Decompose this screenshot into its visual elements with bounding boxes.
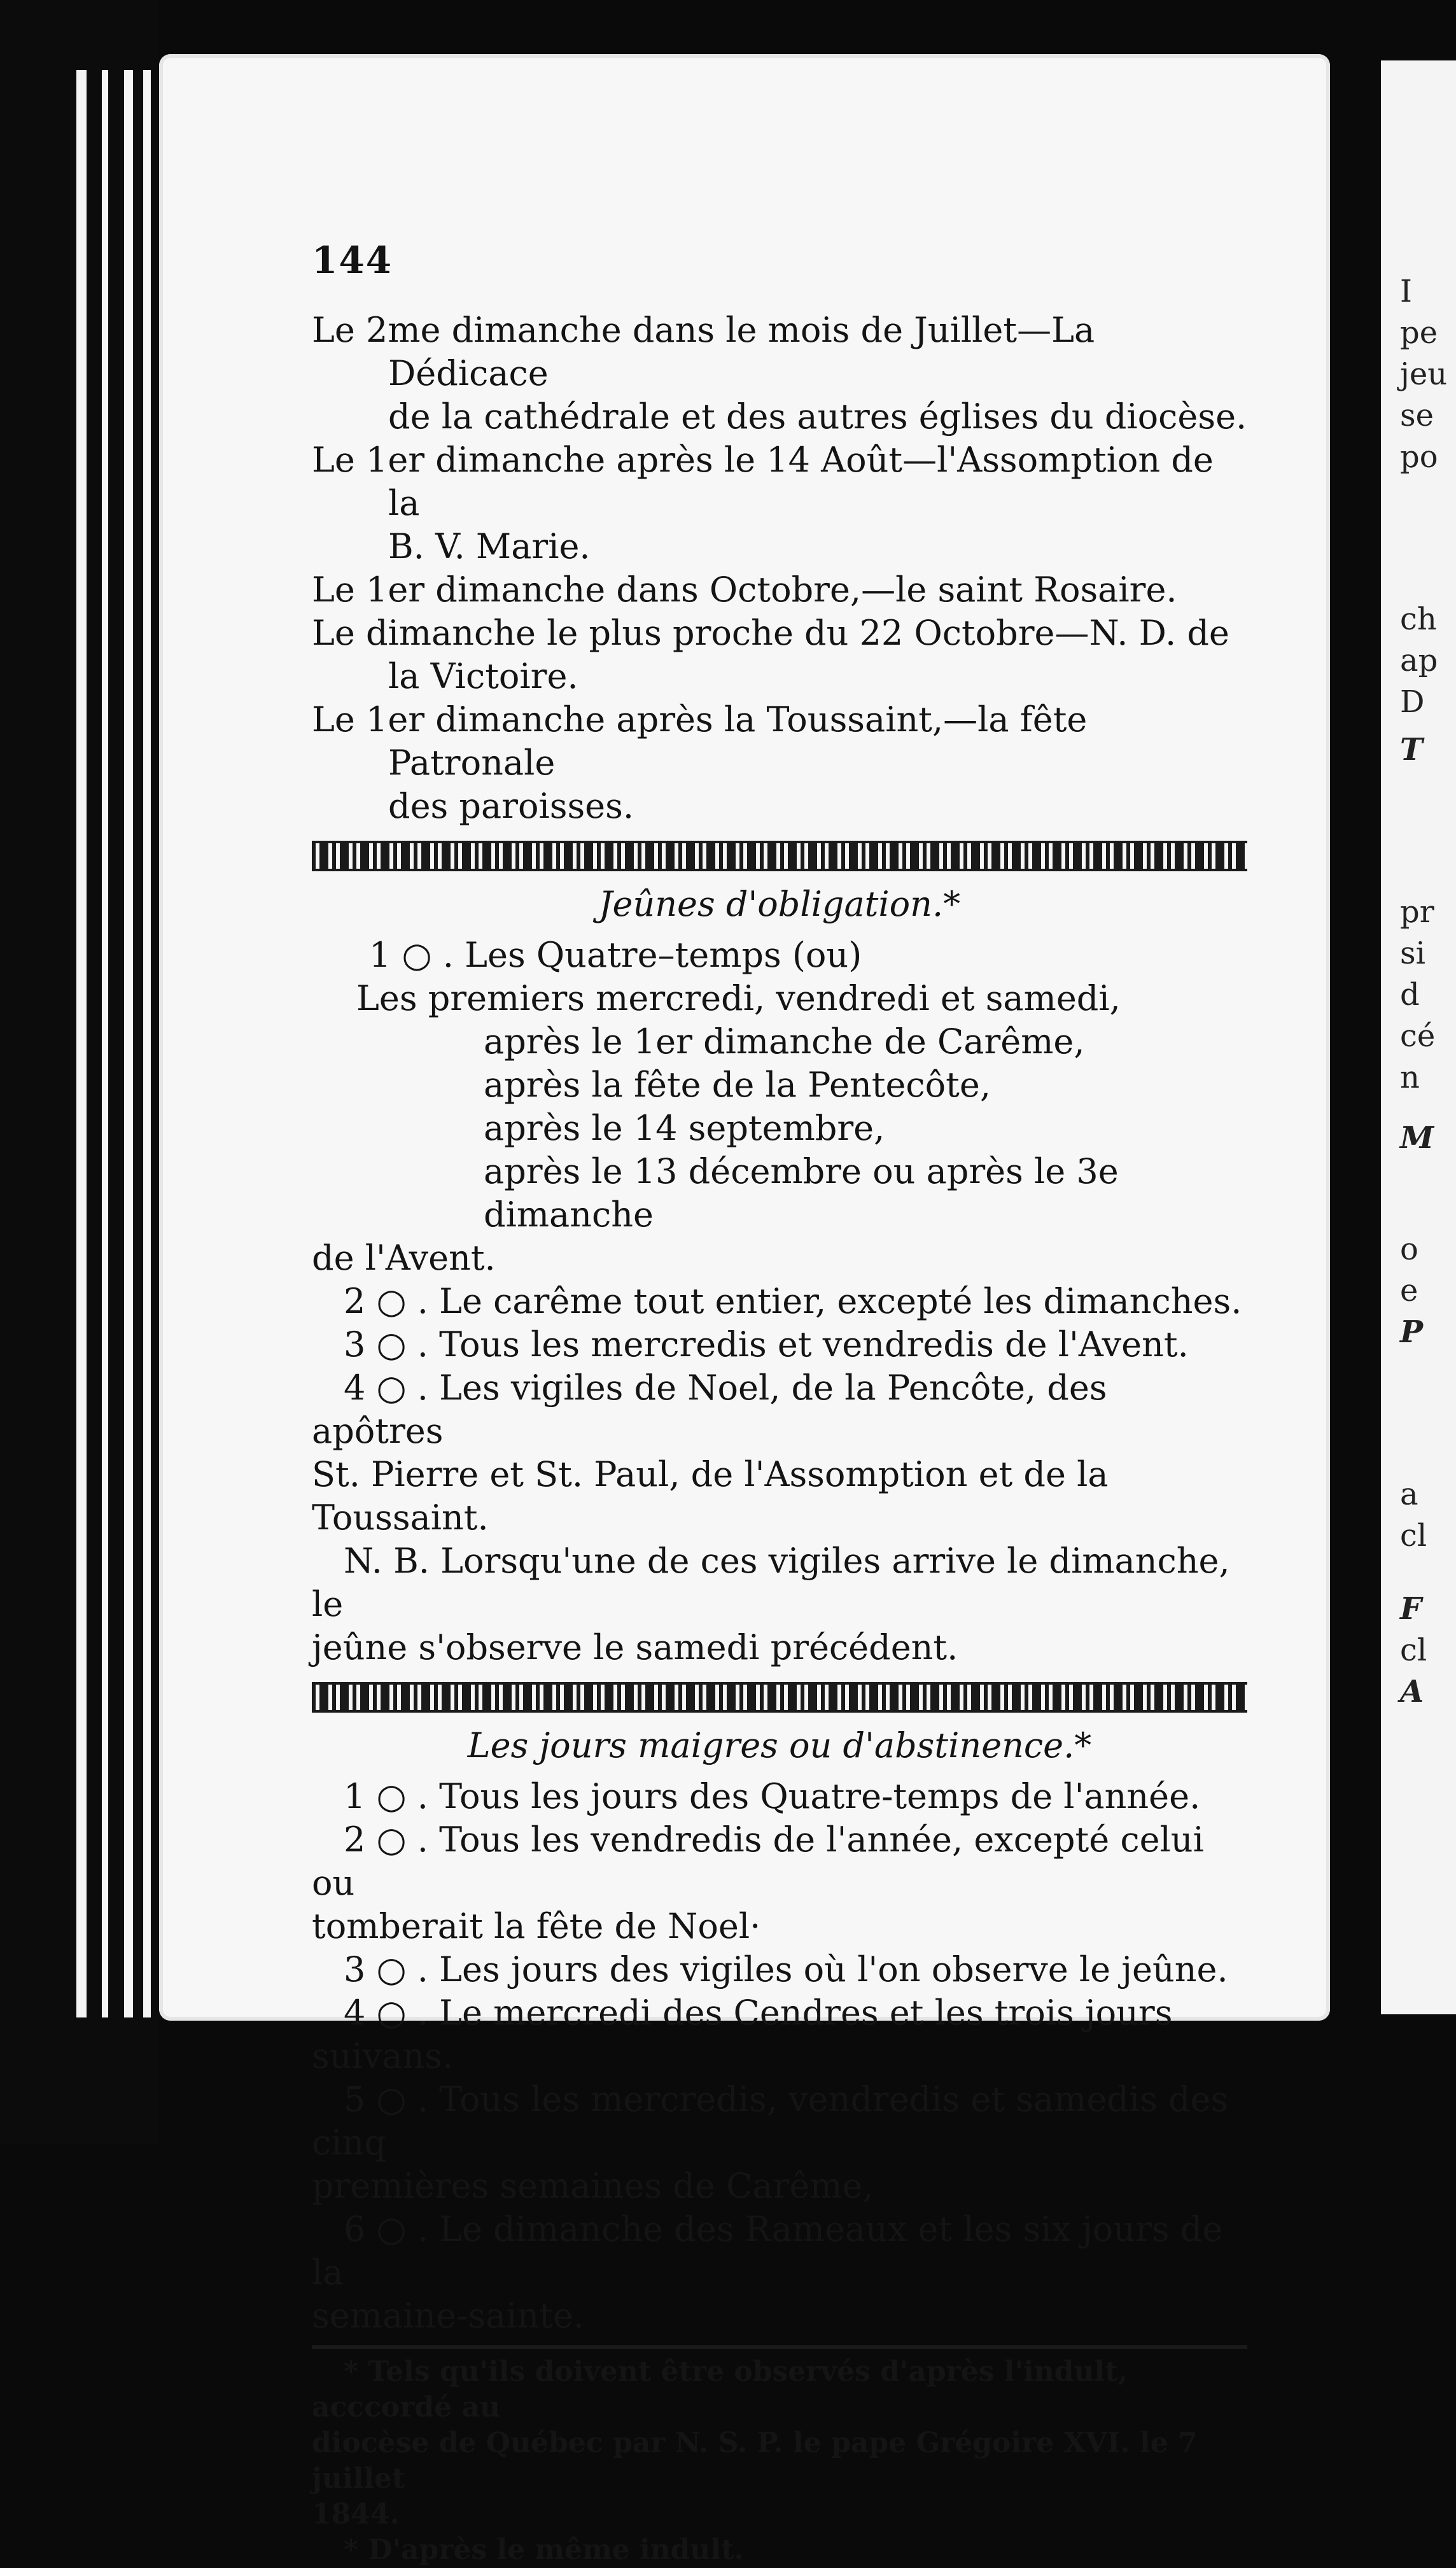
text-line: Les premiers mercredi, vendredi et samedi, bbox=[356, 978, 1121, 1018]
adjacent-page-fragment: cl bbox=[1400, 1632, 1427, 1668]
page-number: 144 bbox=[312, 239, 393, 282]
list-item: 1 ○ . Les Quatre–temps (ou) bbox=[369, 935, 862, 975]
list-item: 6 ○ . Le dimanche des Rameaux et les six jours de la bbox=[312, 2209, 1223, 2292]
list-item: 4 ○ . Les vigiles de Noel, de la Pencôte, des apôtres bbox=[312, 1368, 1107, 1451]
text-line: jeûne s'observe le samedi précédent. bbox=[312, 1627, 958, 1667]
footnote-line: diocèse de Québec par N. S. P. le pape Grégoire XVI. le 7 juillet bbox=[312, 2427, 1198, 2495]
footnote-line: * D'après le même indult. bbox=[344, 2534, 744, 2566]
ornamental-divider bbox=[312, 1682, 1247, 1713]
text-line: après le 13 décembre ou après le 3e dimanche bbox=[484, 1151, 1119, 1235]
adjacent-page-fragment: cl bbox=[1400, 1518, 1427, 1554]
list-item: 5 ○ . Tous les mercredis, vendredis et samedis des cinq bbox=[312, 2079, 1229, 2163]
footnote-rule bbox=[312, 2345, 1247, 2349]
text-line: de l'Avent. bbox=[312, 1238, 496, 1278]
adjacent-page-fragment: F bbox=[1400, 1591, 1422, 1627]
text-line: après le 14 septembre, bbox=[484, 1108, 885, 1148]
book-spine bbox=[0, 0, 159, 2144]
list-item: 2 ○ . Le carême tout entier, excepté les dimanches. bbox=[344, 1281, 1242, 1321]
text-line: premières semaines de Carême, bbox=[312, 2166, 874, 2206]
adjacent-page-fragment: po bbox=[1400, 439, 1438, 475]
adjacent-page-fragment: e bbox=[1400, 1273, 1418, 1309]
page-edge bbox=[124, 70, 133, 2017]
note-line: N. B. Lorsqu'une de ces vigiles arrive le dimanche, le bbox=[312, 1541, 1230, 1624]
text-line: après la fête de la Pentecôte, bbox=[484, 1065, 991, 1105]
page-edge bbox=[76, 70, 87, 2017]
text-line: après le 1er dimanche de Carême, bbox=[484, 1021, 1085, 1062]
adjacent-page-fragment: se bbox=[1400, 398, 1434, 433]
footnote-line: 1844. bbox=[312, 2498, 400, 2530]
list-item: 2 ○ . Tous les vendredis de l'année, excepté celui ou bbox=[312, 1820, 1204, 1903]
text-line: Le 2me dimanche dans le mois de Juillet—La Dédicace bbox=[312, 310, 1095, 393]
list-item: 3 ○ . Tous les mercredis et vendredis de l'Avent. bbox=[344, 1324, 1189, 1365]
text-line: des paroisses. bbox=[388, 786, 634, 826]
adjacent-page-fragment: o bbox=[1400, 1231, 1418, 1267]
footnotes bbox=[312, 2354, 1247, 2568]
adjacent-page-fragment: a bbox=[1400, 1477, 1418, 1512]
adjacent-page-fragment: M bbox=[1400, 1120, 1434, 1156]
adjacent-page-fragment: pr bbox=[1400, 894, 1434, 930]
text-line: Le 1er dimanche après le 14 Août—l'Assomption de la bbox=[312, 440, 1214, 523]
adjacent-page-fragment: P bbox=[1400, 1314, 1424, 1350]
adjacent-page-fragment: T bbox=[1400, 732, 1423, 768]
page-content bbox=[312, 309, 1247, 2568]
list-item: 1 ○ . Tous les jours des Quatre-temps de l'année. bbox=[344, 1776, 1201, 1816]
adjacent-page-fragment: pe bbox=[1400, 315, 1438, 351]
book-page bbox=[159, 54, 1330, 2566]
section-heading: Les jours maigres ou d'abstinence.* bbox=[467, 1725, 1092, 1765]
text-line: Le 1er dimanche dans Octobre,—le saint Rosaire. bbox=[312, 570, 1177, 610]
text-line: Le dimanche le plus proche du 22 Octobre—N. D. de bbox=[312, 613, 1229, 653]
adjacent-page-fragment: jeu bbox=[1400, 356, 1448, 392]
list-item: 4 ○ . Le mercredi des Cendres et les trois jours suivans. bbox=[312, 1993, 1173, 2076]
adjacent-page-fragment: cé bbox=[1400, 1018, 1436, 1054]
text-line: semaine-sainte. bbox=[312, 2296, 585, 2336]
text-line: tomberait la fête de Noel· bbox=[312, 1906, 761, 1946]
text-line: la Victoire. bbox=[388, 656, 578, 696]
text-line: Le 1er dimanche après la Toussaint,—la fête Patronale bbox=[312, 699, 1088, 783]
section-heading: Jeûnes d'obligation.* bbox=[598, 884, 961, 924]
list-item: 3 ○ . Les jours des vigiles où l'on observe le jeûne. bbox=[344, 1949, 1228, 1989]
adjacent-page-fragment: ch bbox=[1400, 601, 1437, 637]
footnote-line: * Tels qu'ils doivent être observés d'après l'indult, acccordé au bbox=[312, 2355, 1128, 2424]
ornamental-divider bbox=[312, 841, 1247, 871]
adjacent-page-fragment: si bbox=[1400, 936, 1425, 971]
adjacent-page-fragment: D bbox=[1400, 684, 1425, 720]
text-line: St. Pierre et St. Paul, de l'Assomption et de la Toussaint. bbox=[312, 1454, 1109, 1538]
text-line: de la cathédrale et des autres églises du diocèse. bbox=[388, 396, 1247, 437]
adjacent-page-fragment: ap bbox=[1400, 643, 1438, 678]
adjacent-page-fragment: I bbox=[1400, 274, 1412, 309]
adjacent-page-fragment: d bbox=[1400, 977, 1420, 1013]
adjacent-page-fragment: n bbox=[1400, 1060, 1420, 1095]
adjacent-page-fragment: A bbox=[1400, 1674, 1424, 1709]
text-line: B. V. Marie. bbox=[388, 526, 591, 566]
page-edge bbox=[102, 70, 108, 2017]
page-edge bbox=[143, 70, 151, 2017]
